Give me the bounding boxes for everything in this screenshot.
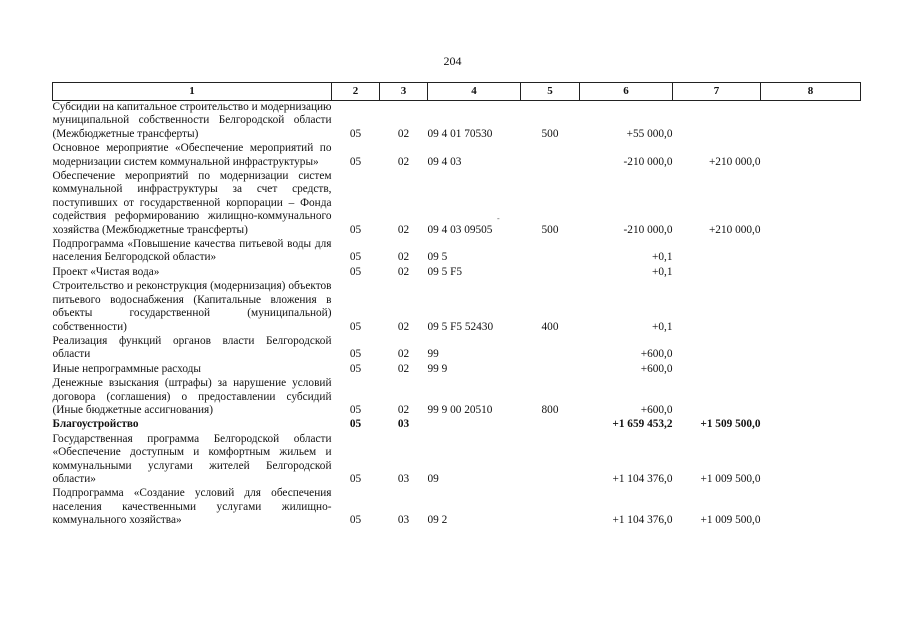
cell-amount-3 — [761, 377, 861, 418]
row-description: Иные непрограммные расходы — [52, 362, 202, 375]
row-description: Денежные взыскания (штрафы) за нарушение условий договора (соглашения) о предоставлении субсидий (Иные бюджетные ассигнования) — [52, 377, 332, 416]
cell-subsection: 03 — [397, 418, 410, 431]
cell-amount-3 — [761, 101, 861, 143]
cell-subsection: 02 — [397, 348, 410, 361]
table-row — [53, 433, 861, 488]
row-description: Государственная программа Белгородской области «Обеспечение доступным и комфортным жильем и коммунальными услугами жителей Белгородской области» — [52, 432, 332, 485]
cell-amount-1: +600,0 — [640, 403, 673, 416]
cell-target-code: 09 4 03 09505 — [427, 223, 493, 236]
cell-target-code: 09 4 03 — [427, 155, 462, 168]
cell-amount-1: -210 000,0 — [623, 155, 673, 168]
table-row — [53, 377, 861, 418]
cell-amount-3 — [761, 418, 861, 432]
cell-subsection: 02 — [397, 362, 410, 375]
cell-subsection: 02 — [397, 320, 410, 333]
cell-expense-type — [521, 142, 580, 170]
cell-amount-2: +1 009 500,0 — [700, 514, 761, 527]
cell-amount-1: +0,1 — [652, 320, 673, 333]
row-description: Основное мероприятие «Обеспечение мероприятий по модернизации систем коммунальной инфраструктуры» — [52, 142, 332, 168]
table-row — [53, 335, 861, 363]
cell-target-code: 09 5 F5 — [427, 265, 463, 278]
cell-section: 05 — [349, 223, 362, 236]
cell-subsection: 02 — [397, 403, 410, 416]
cell-target-code: 99 9 00 20510 — [427, 403, 493, 416]
table-row — [53, 266, 861, 280]
row-description: Благоустройство — [52, 418, 139, 431]
table-row — [53, 487, 861, 528]
cell-expense-type: 500 — [541, 127, 559, 140]
cell-amount-3 — [761, 280, 861, 335]
cell-amount-2 — [673, 377, 761, 418]
table-body — [53, 101, 861, 529]
cell-amount-3 — [761, 266, 861, 280]
cell-expense-type: 500 — [541, 223, 559, 236]
cell-amount-3 — [761, 487, 861, 528]
cell-section: 05 — [349, 403, 362, 416]
cell-amount-1: +600,0 — [640, 362, 673, 375]
cell-section: 05 — [349, 472, 362, 485]
cell-amount-2 — [673, 238, 761, 266]
cell-target-code: 09 2 — [427, 514, 448, 527]
cell-amount-2: +1 509 500,0 — [700, 418, 761, 431]
table-row — [53, 280, 861, 335]
cell-expense-type: 800 — [541, 403, 559, 416]
cell-amount-3 — [761, 433, 861, 488]
cell-amount-1: +600,0 — [640, 348, 673, 361]
row-description: Строительство и реконструкция (модернизация) объектов питьевого водоснабжения (Капитальные вложения в объекты государственной (муниципальной) собственности) — [52, 280, 332, 333]
cell-expense-type — [521, 418, 580, 432]
cell-amount-2 — [673, 266, 761, 280]
cell-expense-type — [521, 433, 580, 488]
cell-subsection: 03 — [397, 472, 410, 485]
row-description: Субсидии на капитальное строительство и модернизацию муниципальной собственности Белгородской области (Межбюджетные трансферты) — [52, 101, 332, 140]
col-header: 4 — [428, 83, 521, 101]
cell-amount-2: +1 009 500,0 — [700, 472, 761, 485]
cell-section: 05 — [349, 251, 362, 264]
cell-amount-2 — [673, 335, 761, 363]
table-row — [53, 142, 861, 170]
cell-amount-2: +210 000,0 — [708, 223, 761, 236]
budget-table — [52, 82, 861, 529]
cell-subsection: 02 — [397, 223, 410, 236]
cell-amount-3 — [761, 142, 861, 170]
row-description: Подпрограмма «Повышение качества питьевой воды для населения Белгородской области» — [52, 238, 332, 264]
cell-amount-2 — [673, 280, 761, 335]
col-header: 2 — [332, 83, 380, 101]
cell-section: 05 — [349, 348, 362, 361]
col-header: 3 — [380, 83, 428, 101]
cell-amount-1: +0,1 — [652, 265, 673, 278]
row-description: Обеспечение мероприятий по модернизации систем коммунальной инфраструктуры за счет средств, поступивших от государственной корпорации – Фонда содействия реформированию жилищно-коммунального хозяйства (Межбюджетные трансферты) — [52, 170, 332, 236]
cell-amount-3 — [761, 238, 861, 266]
cell-target-code: 99 9 — [427, 362, 448, 375]
cell-section: 05 — [349, 418, 362, 431]
row-description: Подпрограмма «Создание условий для обеспечения населения качественными услугами жилищно-коммунального хозяйства» — [52, 487, 332, 527]
cell-amount-3 — [761, 363, 861, 377]
cell-subsection: 02 — [397, 127, 410, 140]
table-row — [53, 170, 861, 238]
cell-section: 05 — [349, 265, 362, 278]
cell-expense-type — [521, 487, 580, 528]
cell-section: 05 — [349, 514, 362, 527]
row-description: Проект «Чистая вода» — [52, 265, 160, 278]
cell-expense-type — [521, 335, 580, 363]
table-row — [53, 238, 861, 266]
cell-subsection: 02 — [397, 155, 410, 168]
cell-target-code: 09 4 01 70530 — [427, 127, 493, 140]
page-number: 204 — [443, 54, 462, 68]
cell-expense-type — [521, 363, 580, 377]
col-header: 6 — [580, 83, 673, 101]
col-header: 5 — [521, 83, 580, 101]
cell-subsection: 03 — [397, 514, 410, 527]
cell-amount-3 — [761, 335, 861, 363]
cell-section: 05 — [349, 362, 362, 375]
col-header: 8 — [761, 83, 861, 101]
row-description: Реализация функций органов власти Белгородской области — [52, 334, 332, 361]
cell-amount-2 — [673, 101, 761, 143]
cell-subsection: 02 — [397, 265, 410, 278]
col-header: 7 — [673, 83, 761, 101]
cell-amount-2 — [673, 363, 761, 377]
cell-section: 05 — [349, 320, 362, 333]
cell-target-code: 99 — [427, 348, 439, 361]
cell-amount-1: +55 000,0 — [626, 127, 673, 140]
cell-target-code: 09 — [427, 472, 439, 485]
cell-expense-type: 400 — [541, 320, 559, 333]
cell-target-code: 09 5 — [427, 251, 448, 264]
table-row — [53, 363, 861, 377]
cell-target-code: 09 5 F5 52430 — [427, 320, 494, 333]
cell-amount-1: +1 659 453,2 — [612, 418, 673, 431]
cell-amount-2: +210 000,0 — [708, 155, 761, 168]
cell-amount-1: +1 104 376,0 — [612, 472, 673, 485]
col-header: 1 — [53, 83, 332, 101]
cell-target-code — [428, 418, 521, 432]
table-row — [53, 418, 861, 432]
cell-expense-type — [521, 266, 580, 280]
cell-section: 05 — [349, 127, 362, 140]
cell-amount-1: -210 000,0 — [623, 223, 673, 236]
cell-amount-3 — [761, 170, 861, 238]
cell-section: 05 — [349, 155, 362, 168]
cell-amount-1: +1 104 376,0 — [612, 514, 673, 527]
header-row — [53, 83, 861, 101]
cell-expense-type — [521, 238, 580, 266]
cell-amount-1: +0,1 — [652, 251, 673, 264]
table-row — [53, 101, 861, 143]
cell-subsection: 02 — [397, 251, 410, 264]
stray-mark: - — [497, 214, 500, 223]
